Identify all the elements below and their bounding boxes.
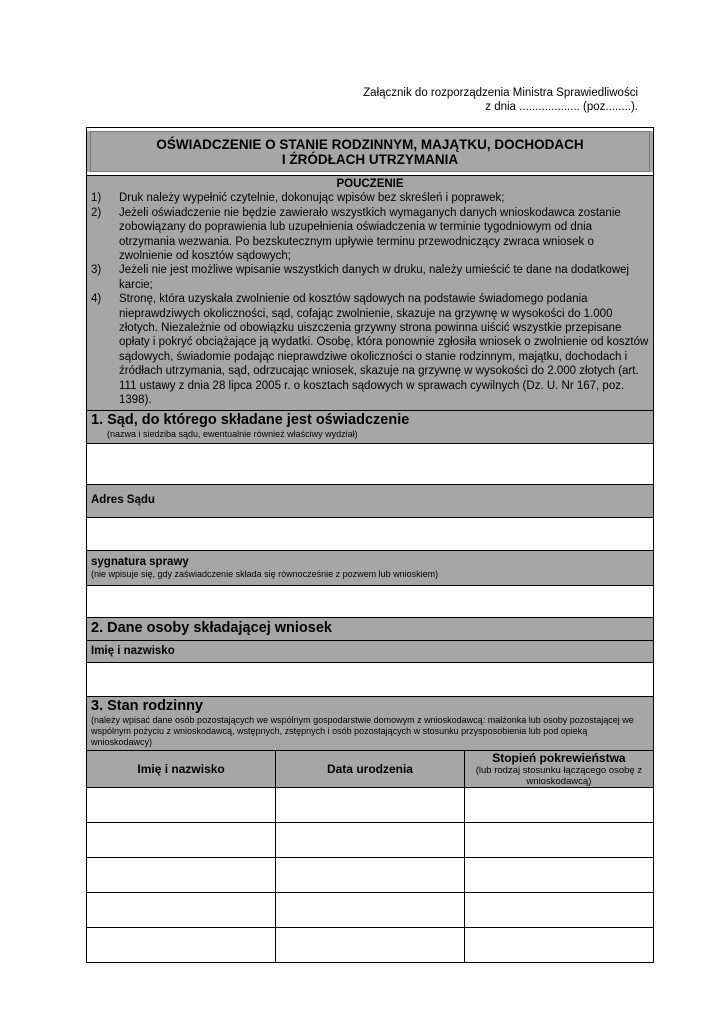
regulation-note [238,86,638,114]
cell-relation[interactable] [464,857,653,892]
cell-relation[interactable] [464,927,653,962]
cell-relation[interactable] [464,892,653,927]
applicant-name-header [87,640,653,662]
case-signature-field[interactable] [87,585,653,617]
instruction-item [91,191,649,205]
table-row [87,787,653,822]
instructions-list [91,191,649,407]
column-name: Imię i nazwisko [87,751,276,788]
form-title [90,131,650,172]
column-relation [464,751,653,788]
table-row [87,857,653,892]
cell-name[interactable] [87,787,276,822]
regulation-note-line1: Załącznik do rozporządzenia Ministra Sprawiedliwości [363,87,638,99]
instruction-item [91,263,649,292]
instruction-text: Druk należy wypełnić czytelnie, dokonując wpisów bez skreśleń i poprawek; [119,192,505,205]
section2-header [87,617,653,640]
instruction-item [91,292,649,407]
cell-relation[interactable] [464,822,653,857]
cell-name[interactable] [87,822,276,857]
case-signature-note: (nie wpisuje się, gdy zaświadczenie składa się równocześnie z pozwem lub wnioskiem) [91,568,439,579]
section1-title: 1. Sąd, do którego składane jest oświadczenie [91,411,410,428]
form-title-line1: OŚWIADCZENIE O STANIE RODZINNYM, MAJĄTKU, DOCHODACH [156,137,584,152]
form-title-area [87,131,653,172]
instruction-text: Jeżeli oświadczenie nie będzie zawierało wszystkich wymaganych danych wnioskodawca zostanie zobowiązany do poprawienia lub uzupełnienia oświadczenia w terminie tygodniowym od dnia otrzymania wezwania. Po bezskutecznym upływie terminu przewodniczący zwraca wniosek o zwolnienie od kosztów sądowych; [119,206,621,263]
instruction-text: Jeżeli nie jest możliwe wpisanie wszystkich danych w druku, należy umieścić te dane na dodatkowej karcie; [119,264,630,291]
court-address-label: Adres Sądu [91,493,155,506]
cell-birth-date[interactable] [276,927,465,962]
cell-birth-date[interactable] [276,892,465,927]
section2-title: 2. Dane osoby składającej wniosek [91,619,332,636]
instruction-item [91,206,649,264]
family-table-header [87,751,653,788]
cell-birth-date[interactable] [276,787,465,822]
column-birth-date: Data urodzenia [276,751,465,788]
instruction-number: 2) [91,206,102,219]
instruction-number: 4) [91,293,102,306]
instruction-text: Stronę, która uzyskała zwolnienie od kosztów sądowych na podstawie świadomego podania nieprawdziwych okoliczności, sąd, cofając zwolnienie, skazuje na grzywnę w wysokości do 1.000 złotych. Niezależnie od obowiązku uiszczenia grzywny strona powinna uiścić wszystkie przepisane opłaty i pokryć obciążające ją wydatki. Osobę, która ponownie zgłosiła wniosek o zwolnienie od kosztów sądowych, świadomie podając nieprawdziwe okoliczności o stanie rodzinnym, majątku, dochodach i źródłach utrzymania, sąd, odrzucając wniosek, skazuje na grzywnę w wysokości do 2.000 złotych (art. 111 ustawy z dnia 28 lipca 2005 r. o kosztach sądowych w sprawach cywilnych (Dz. U. Nr 167, poz. 1398). [119,293,649,407]
family-table [87,751,653,962]
court-name-field[interactable] [87,443,653,484]
instruction-number: 1) [91,192,102,205]
section3-header [87,696,653,750]
case-signature-label: sygnatura sprawy [91,555,189,568]
family-table-wrap [87,750,653,962]
cell-relation[interactable] [464,787,653,822]
declaration-form [86,127,654,963]
regulation-note-line2: z dnia ................... (poz........). [485,101,638,113]
applicant-name-label: Imię i nazwisko [91,644,175,657]
cell-birth-date[interactable] [276,822,465,857]
section1-header [87,410,653,443]
court-address-header [87,484,653,517]
applicant-name-field[interactable] [87,662,653,696]
section3-note: (należy wpisać dane osób pozostających we wspólnym gospodarstwie domowym z wnioskodawcą: małżonka lub osoby pozostającej we wspólnym pożyciu z wnioskodawcą, wstępnych, zstępnych i osób pozostających w stosunku przysposobienia lub pod opieką wnioskodawcy) [91,714,634,747]
section1-subtitle: (nazwa i siedziba sądu, ewentualnie również właściwy wydział) [107,428,358,439]
instructions-heading: POUCZENIE [336,178,404,190]
cell-birth-date[interactable] [276,857,465,892]
section3-title: 3. Stan rodzinny [91,697,203,714]
cell-name[interactable] [87,892,276,927]
instructions [87,175,653,410]
table-row [87,822,653,857]
column-relation-label: Stopień pokrewieństwa [492,750,626,765]
cell-name[interactable] [87,927,276,962]
form-title-line2: I ŹRÓDŁACH UTRZYMANIA [281,152,459,167]
column-relation-note: (lub rodzaj stosunku łączącego osobę z wnioskodawcą) [475,764,643,787]
table-row [87,892,653,927]
case-signature-header [87,550,653,585]
cell-name[interactable] [87,857,276,892]
instruction-number: 3) [91,264,102,277]
court-address-field[interactable] [87,517,653,550]
table-row [87,927,653,962]
